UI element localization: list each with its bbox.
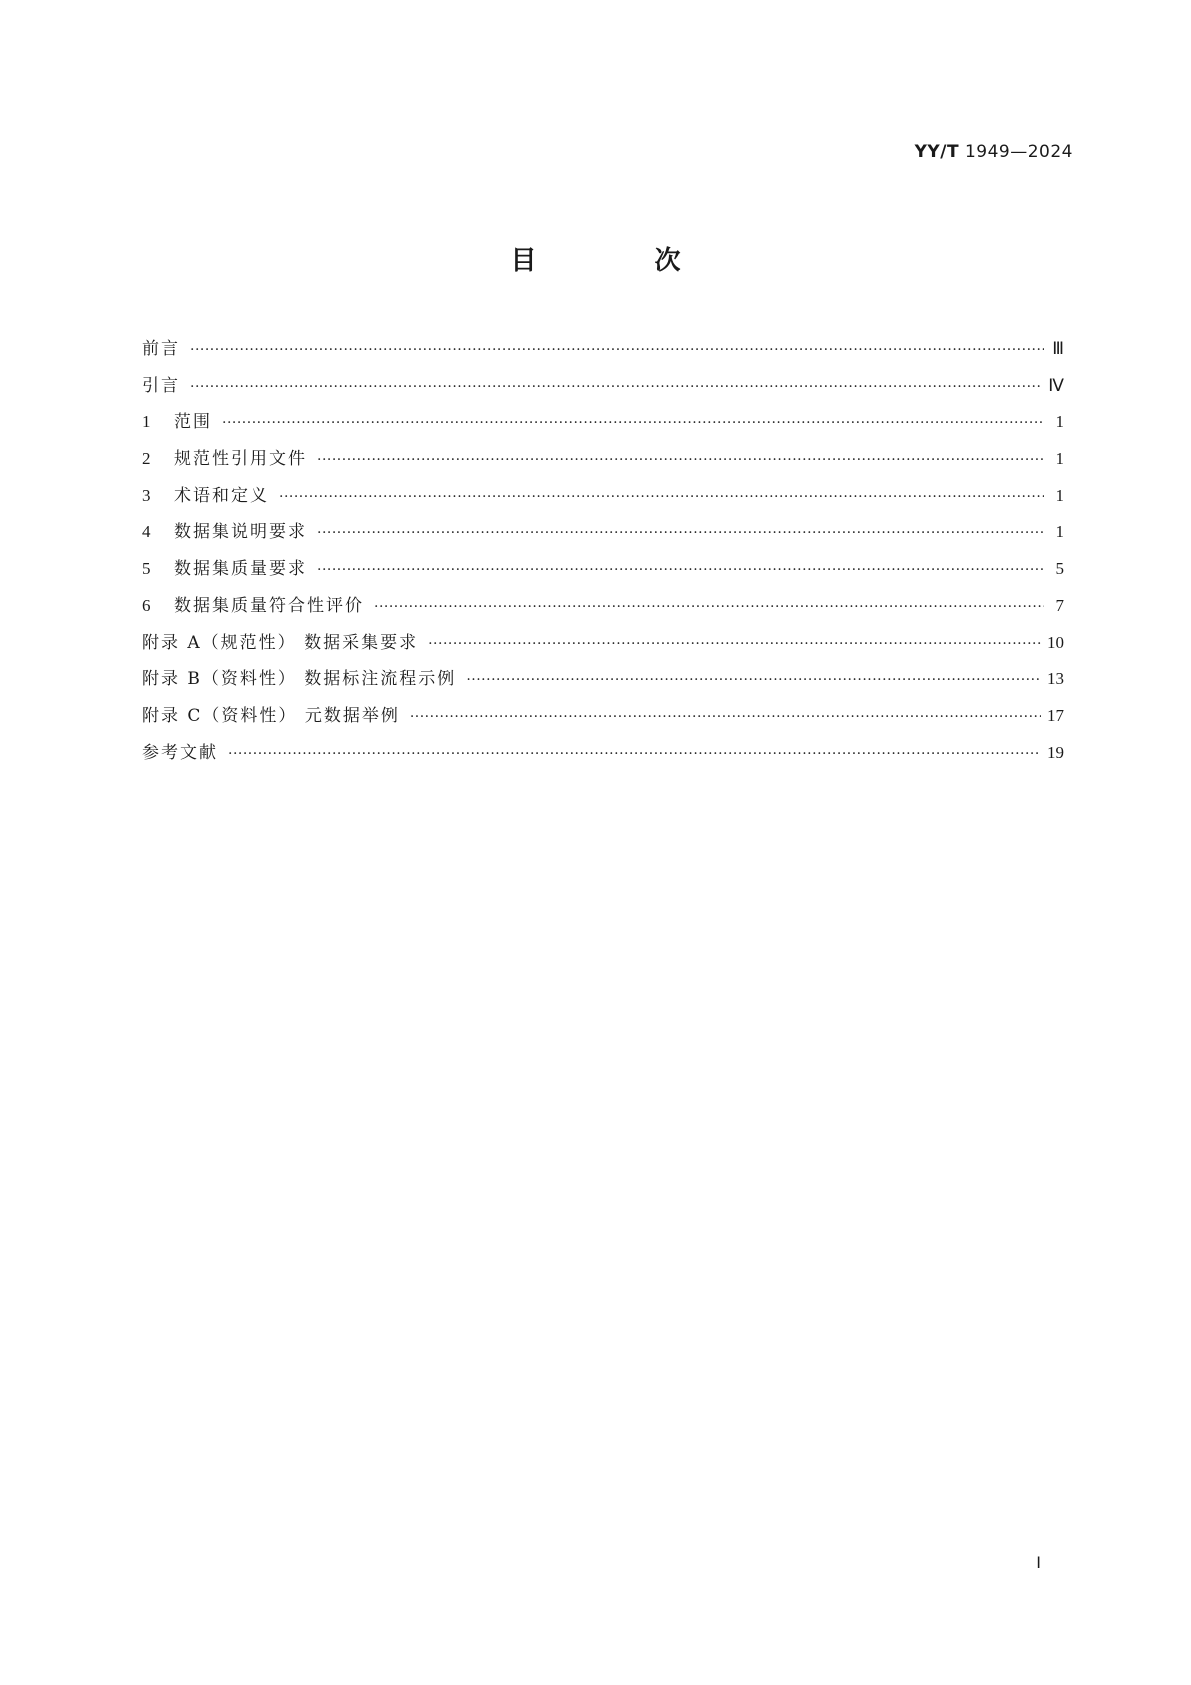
toc-leader-dots bbox=[190, 339, 1044, 361]
toc-entry-scope[interactable] bbox=[142, 411, 1064, 448]
toc-leader-dots bbox=[466, 669, 1041, 691]
toc-entry-dataset-description[interactable] bbox=[142, 521, 1064, 558]
toc-leader-dots bbox=[317, 559, 1044, 581]
toc-entry-label: 数据集说明要求 bbox=[174, 522, 307, 543]
toc-entry-conformity-evaluation[interactable] bbox=[142, 595, 1064, 632]
toc-entry-label: 数据集质量符合性评价 bbox=[174, 595, 364, 616]
toc-entry-page: 19 bbox=[1047, 742, 1064, 762]
toc-entry-label: 附录 A（规范性） 数据采集要求 bbox=[142, 632, 419, 653]
toc-entry-page: 1 bbox=[1055, 412, 1064, 432]
table-of-contents bbox=[142, 338, 1064, 778]
standard-prefix: YY/T bbox=[914, 142, 960, 162]
toc-entry-label: 数据集质量要求 bbox=[174, 559, 307, 580]
toc-leader-dots bbox=[410, 706, 1041, 728]
toc-entry-label: 规范性引用文件 bbox=[174, 449, 307, 470]
toc-entry-page: 1 bbox=[1055, 449, 1064, 469]
toc-entry-normative-references[interactable] bbox=[142, 448, 1064, 485]
toc-entry-terms-definitions[interactable] bbox=[142, 485, 1064, 522]
toc-entry-page: 13 bbox=[1047, 669, 1064, 689]
standard-code bbox=[915, 142, 1073, 162]
toc-entry-foreword[interactable] bbox=[142, 338, 1064, 375]
toc-entry-page: 7 bbox=[1055, 595, 1064, 615]
toc-entry-annex-a[interactable] bbox=[142, 632, 1064, 669]
toc-entry-label: 范围 bbox=[174, 412, 212, 433]
toc-entry-introduction[interactable] bbox=[142, 375, 1064, 412]
toc-entry-page: 1 bbox=[1055, 522, 1064, 542]
toc-entry-number: 3 bbox=[142, 485, 151, 505]
toc-entry-bibliography[interactable] bbox=[142, 742, 1064, 779]
toc-entry-label: 前言 bbox=[142, 339, 180, 359]
toc-leader-dots bbox=[428, 633, 1041, 655]
toc-entry-page: 5 bbox=[1055, 559, 1064, 579]
toc-entry-page: Ⅳ bbox=[1048, 375, 1064, 395]
page-number: Ⅰ bbox=[1036, 1555, 1041, 1572]
toc-entry-page: 1 bbox=[1055, 485, 1064, 505]
toc-leader-dots bbox=[317, 449, 1044, 471]
toc-entry-number: 2 bbox=[142, 449, 151, 469]
toc-entry-label: 引言 bbox=[142, 375, 180, 396]
toc-leader-dots bbox=[374, 596, 1044, 618]
toc-entry-number: 1 bbox=[142, 412, 151, 432]
toc-entry-label: 术语和定义 bbox=[174, 485, 269, 506]
toc-entry-number: 5 bbox=[142, 559, 151, 579]
toc-leader-dots bbox=[222, 412, 1044, 434]
toc-entry-number: 4 bbox=[142, 522, 151, 542]
toc-entry-page: Ⅲ bbox=[1052, 339, 1064, 358]
toc-entry-page: 17 bbox=[1047, 705, 1064, 725]
toc-leader-dots bbox=[190, 376, 1042, 398]
toc-leader-dots bbox=[279, 486, 1044, 508]
toc-leader-dots bbox=[317, 522, 1044, 544]
toc-entry-annex-c[interactable] bbox=[142, 705, 1064, 742]
toc-entry-label: 附录 C（资料性） 元数据举例 bbox=[142, 705, 400, 726]
toc-entry-dataset-quality[interactable] bbox=[142, 558, 1064, 595]
toc-leader-dots bbox=[228, 743, 1041, 765]
page-title: 目 次 bbox=[510, 246, 727, 276]
toc-entry-annex-b[interactable] bbox=[142, 668, 1064, 705]
toc-entry-label: 参考文献 bbox=[142, 742, 218, 763]
standard-number: 1949—2024 bbox=[964, 142, 1073, 162]
toc-entry-label: 附录 B（资料性） 数据标注流程示例 bbox=[142, 669, 457, 690]
toc-entry-number: 6 bbox=[142, 595, 151, 615]
toc-entry-page: 10 bbox=[1047, 632, 1064, 652]
